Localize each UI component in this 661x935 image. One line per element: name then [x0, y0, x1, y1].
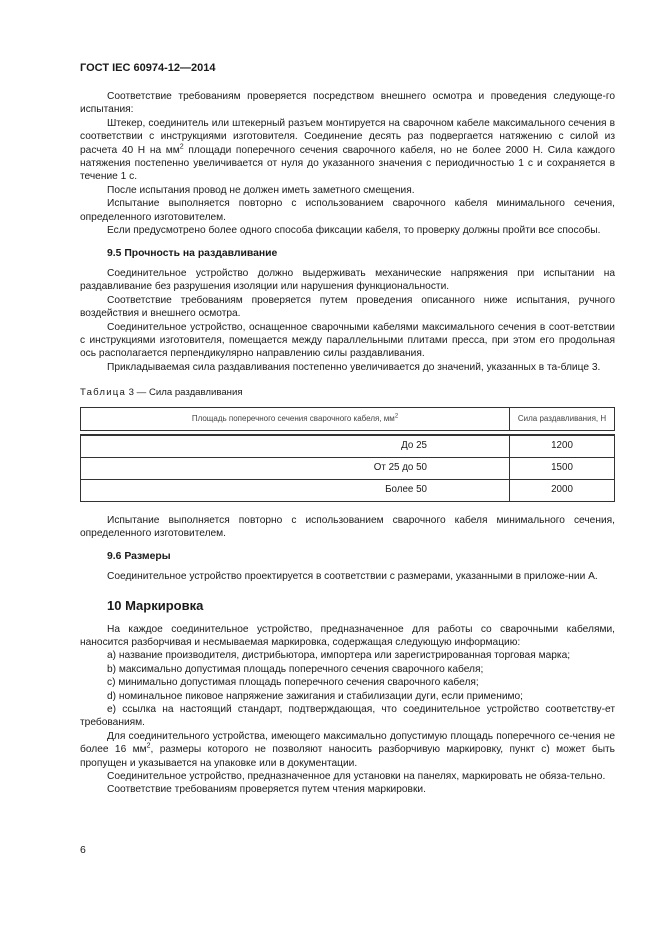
paragraph: Прикладываемая сила раздавливания постепенно увеличивается до значений, указанных в та-блице 3. — [107, 361, 601, 373]
paragraph: Соответствие требованиям проверяется посредством внешнего осмотра и проведения следующе-го испытания: — [80, 91, 615, 116]
table-cell-area: От 25 до 50 — [81, 457, 510, 479]
table-header-area: Площадь поперечного сечения сварочного кабеля, $мм^2$ — [81, 407, 510, 430]
list-item: a) название производителя, дистрибьютора, импортера или зарегистрированная торговая марка; — [107, 650, 571, 662]
paragraph: Соединительное устройство, предназначенное для установки на панелях, маркировать не обяза-тельно. — [107, 771, 606, 783]
paragraph: Соответствие требованиям проверяется путем чтения маркировки. — [107, 784, 426, 796]
section-heading-9-5: 9.5 Прочность на раздавливание — [107, 248, 278, 260]
list-item: d) номинальное пиковое напряжение зажигания и стабилизации дуги, если применимо; — [107, 690, 524, 702]
paragraph: Соединительное устройство, оснащенное сварочными кабелями максимального сечения в соот-ветствии с инструкциями изготовителя, помещается между параллельными плитами пресса, при этом его продольная ось располагается перпендикулярно направлению силы раздавливания. — [80, 321, 615, 360]
paragraph: Соответствие требованиям проверяется путем проведения описанного ниже испытания, ручного воздействия и внешнего осмотра. — [80, 294, 615, 320]
paragraph: Соединительное устройство должно выдерживать механические напряжения при испытании на раздавливание без разрушения изоляции или нарушения функциональности. — [80, 267, 615, 293]
table-cell-area: Более 50 — [81, 479, 510, 501]
section-heading-10: 10 Маркировка — [107, 598, 204, 614]
table-row — [81, 479, 615, 501]
table-row — [81, 435, 615, 458]
list-item: e) ссылка на настоящий стандарт, подтверждающая, что соединительное устройство соответству-ет требованиям. — [80, 704, 615, 729]
table-cell-force: 1500 — [510, 457, 615, 479]
section-heading-9-6: 9.6 Размеры — [107, 551, 171, 563]
paragraph: Испытание выполняется повторно с использованием сварочного кабеля минимального сечения, определенного изготовителем. — [80, 514, 615, 539]
paragraph: Для соединительного устройства, имеющего максимально допустимую площадь поперечного се-чения не более 16 $мм^2$, размеры которого не позволяют наносить разборчивую маркировку, пункт c) может быть пропущен и указывается на упаковке или в документации. — [80, 730, 615, 769]
table-row — [81, 457, 615, 479]
document-body — [80, 90, 615, 797]
table-cell-force: 1200 — [510, 435, 615, 458]
table-cell-area: До 25 — [81, 435, 510, 458]
paragraph: На каждое соединительное устройство, предназначенное для работы со сварочными кабелями, наносится разборчивая и несмываемая маркировка, содержащая следующую информацию: — [80, 623, 615, 648]
list-item: c) минимально допустимая площадь поперечного сечения сварочного кабеля; — [107, 677, 479, 689]
paragraph: Если предусмотрено более одного способа фиксации кабеля, то проверку должны пройти все способы. — [107, 225, 601, 237]
table-caption: Таблица 3 — Сила раздавливания — [80, 387, 243, 399]
paragraph: Соединительное устройство проектируется в соответствии с размерами, указанными в приложе-нии А. — [107, 570, 598, 582]
document-header: ГОСТ IEC 60974-12—2014 — [80, 62, 216, 74]
crush-force-table — [80, 407, 615, 502]
paragraph: Испытание выполняется повторно с использованием сварочного кабеля минимального сечения, определенного изготовителем. — [80, 198, 615, 223]
page-number: 6 — [80, 844, 86, 856]
list-item: b) максимально допустимая площадь поперечного сечения сварочного кабеля; — [107, 663, 484, 675]
table-cell-force: 2000 — [510, 479, 615, 501]
paragraph: После испытания провод не должен иметь заметного смещения. — [107, 184, 415, 196]
table-header-force: Сила раздавливания, Н — [510, 407, 615, 430]
paragraph: Штекер, соединитель или штекерный разъем монтируется на сварочном кабеле максимального сечения в соответствии с инструкциями изготовителя. Соединение десять раз подвергается натяжению с силой из расчета 40 Н на $мм^2$ площади поперечного сечения сварочного кабеля, но не более 2000 Н. Сила каждого натяжения постепенно увеличивается от нуля до указанного значения с периодичностью 1 с и сохраняется в течение 1 с. — [80, 117, 615, 183]
